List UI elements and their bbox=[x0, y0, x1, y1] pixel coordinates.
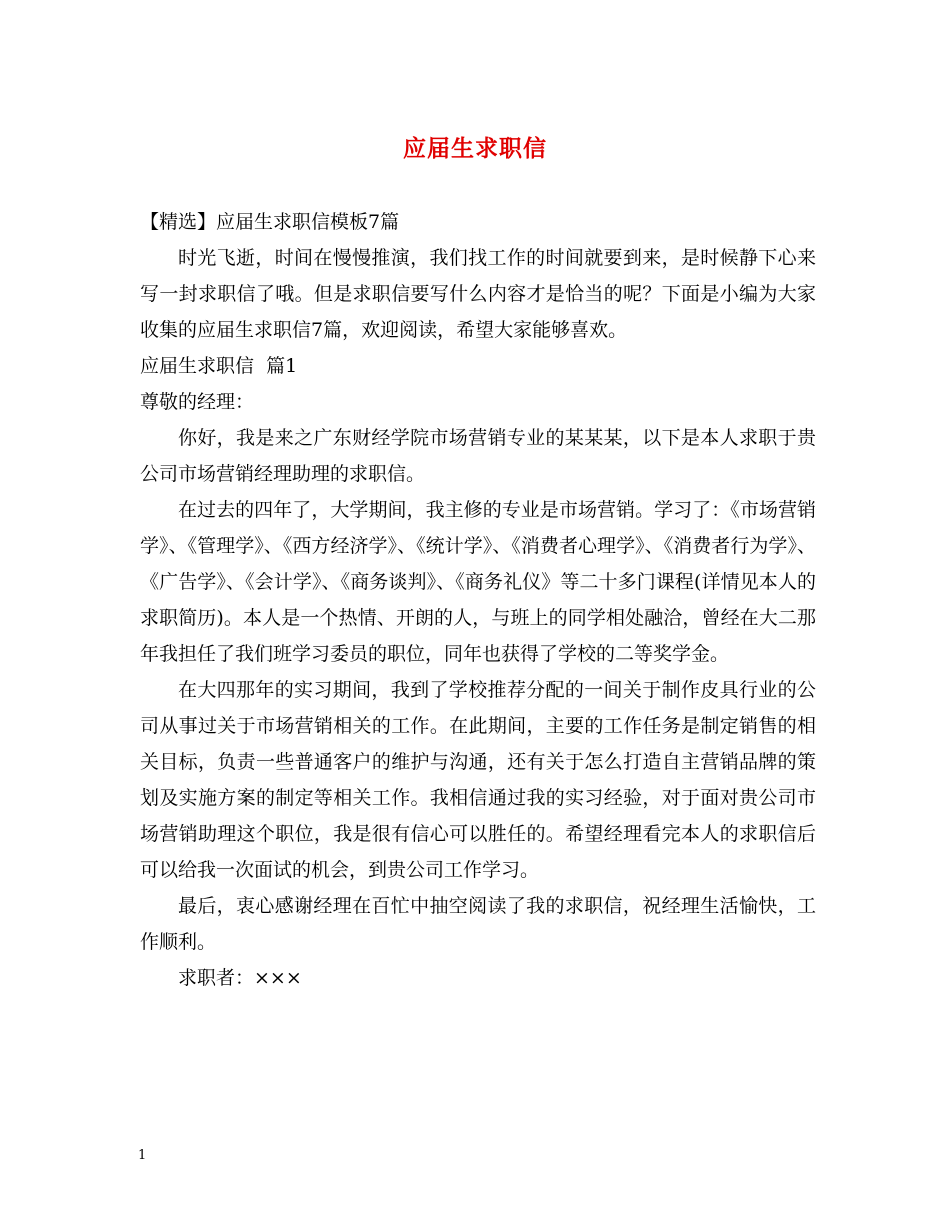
body-paragraph-1: 你好，我是来之广东财经学院市场营销专业的某某某，以下是本人求职于贵公司市场营销经理助理的求职信。 bbox=[140, 427, 816, 485]
document-title: 应届生求职信 bbox=[403, 135, 547, 162]
document-body bbox=[140, 204, 816, 996]
section-heading: 应届生求职信 篇1 bbox=[140, 355, 298, 377]
page-number: 1 bbox=[138, 1148, 147, 1163]
signature: 求职者：××× bbox=[178, 967, 302, 989]
salutation: 尊敬的经理： bbox=[140, 391, 255, 413]
body-paragraph-4: 最后，衷心感谢经理在百忙中抽空阅读了我的求职信，祝经理生活愉快，工作顺利。 bbox=[140, 895, 816, 953]
heading-line: 【精选】应届生求职信模板7篇 bbox=[140, 211, 400, 233]
body-paragraph-2: 在过去的四年了，大学期间，我主修的专业是市场营销。学习了：《市场营销学》、《管理学》、《西方经济学》、《统计学》、《消费者心理学》、《消费者行为学》、《广告学》、《会计学》、《商务谈判》、《商务礼仪》等二十多门课程(详情见本人的求职简历)。本人是一个热情、开朗的人，与班上的同学相处融洽，曾经在大二那年我担任了我们班学习委员的职位，同年也获得了学校的二等奖学金。 bbox=[140, 499, 816, 665]
body-paragraph-3: 在大四那年的实习期间，我到了学校推荐分配的一间关于制作皮具行业的公司从事过关于市场营销相关的工作。在此期间，主要的工作任务是制定销售的相关目标，负责一些普通客户的维护与沟通，还有关于怎么打造自主营销品牌的策划及实施方案的制定等相关工作。我相信通过我的实习经验，对于面对贵公司市场营销助理这个职位，我是很有信心可以胜任的。希望经理看完本人的求职信后可以给我一次面试的机会，到贵公司工作学习。 bbox=[140, 679, 816, 881]
intro-paragraph: 时光飞逝，时间在慢慢推演，我们找工作的时间就要到来，是时候静下心来写一封求职信了哦。但是求职信要写什么内容才是恰当的呢？下面是小编为大家收集的应届生求职信7篇，欢迎阅读，希望大家能够喜欢。 bbox=[140, 247, 816, 341]
